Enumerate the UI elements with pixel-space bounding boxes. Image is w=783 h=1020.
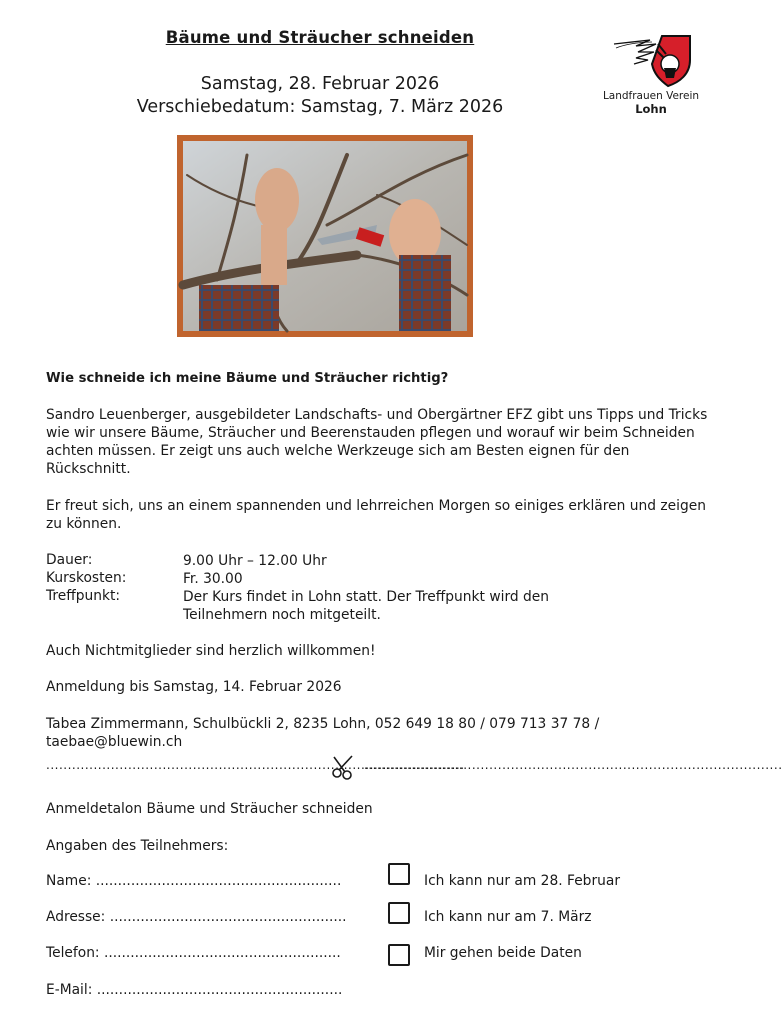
cut-line xyxy=(46,758,783,780)
cost-value: Fr. 30.00 xyxy=(183,571,243,587)
phone-field[interactable]: Telefon: ...................................................... xyxy=(46,945,341,961)
logo-line1: Landfrauen Verein xyxy=(602,90,700,102)
email-field[interactable]: E-Mail: ........................................................ xyxy=(46,982,343,998)
name-field[interactable]: Name: ........................................................ xyxy=(46,873,342,889)
cost-label: Kurskosten: xyxy=(46,570,127,586)
contact-email: taebae@bluewin.ch xyxy=(46,734,183,750)
event-date: Samstag, 28. Februar 2026 xyxy=(200,74,440,94)
meeting-label: Treffpunkt: xyxy=(46,588,121,604)
intro-paragraph-1: Sandro Leuenberger, ausgebildeter Landschafts- und Obergärtner EFZ gibt uns Tipps und Tricks wie wir unsere Bäume, Sträucher und Beerenstauden pflegen und worauf wir beim Schneiden achten müssen. Er zeigt uns auch welche Werkzeuge sich am Besten eignen für den Rückschnitt. xyxy=(46,407,708,477)
contact-line-1: Tabea Zimmermann, Schulbückli 2, 8235 Lohn, 052 649 18 80 / 079 713 37 78 / xyxy=(46,716,600,732)
postponed-date: Verschiebedatum: Samstag, 7. März 2026 xyxy=(136,97,504,117)
form-title: Anmeldetalon Bäume und Sträucher schneiden xyxy=(46,801,373,817)
intro-question: Wie schneide ich meine Bäume und Sträucher richtig? xyxy=(46,371,449,386)
meeting-value-2: Teilnehmern noch mitgeteilt. xyxy=(183,607,381,623)
duration-label: Dauer: xyxy=(46,552,93,568)
option-28-feb-label: Ich kann nur am 28. Februar xyxy=(424,873,620,889)
registration-deadline: Anmeldung bis Samstag, 14. Februar 2026 xyxy=(46,679,342,695)
logo-wings-icon xyxy=(614,40,656,64)
cut-dots-left: ................................................................................................. xyxy=(46,758,465,772)
address-field[interactable]: Adresse: ...................................................... xyxy=(46,909,347,925)
option-7-mar-checkbox[interactable] xyxy=(388,902,410,924)
logo-line2: Lohn xyxy=(635,102,667,116)
page-title: Bäume und Sträucher schneiden xyxy=(165,28,475,47)
duration-value: 9.00 Uhr – 12.00 Uhr xyxy=(183,553,327,569)
intro-paragraph-2: Er freut sich, uns an einem spannenden und lehrreichen Morgen so einiges erklären und zeigen zu können. xyxy=(46,498,706,532)
form-subtitle: Angaben des Teilnehmers: xyxy=(46,838,229,854)
logo-text xyxy=(592,90,710,117)
option-7-mar-label: Ich kann nur am 7. März xyxy=(424,909,592,925)
option-both-label: Mir gehen beide Daten xyxy=(424,945,582,961)
cut-dots-right: ................................................................................................. xyxy=(364,758,783,772)
option-both-checkbox[interactable] xyxy=(388,944,410,966)
pruning-photo xyxy=(177,135,473,337)
nonmembers-note: Auch Nichtmitglieder sind herzlich willkommen! xyxy=(46,643,376,659)
scissors-icon xyxy=(328,754,358,780)
option-28-feb-checkbox[interactable] xyxy=(388,863,410,885)
meeting-value-1: Der Kurs findet in Lohn statt. Der Treffpunkt wird den xyxy=(183,589,550,605)
